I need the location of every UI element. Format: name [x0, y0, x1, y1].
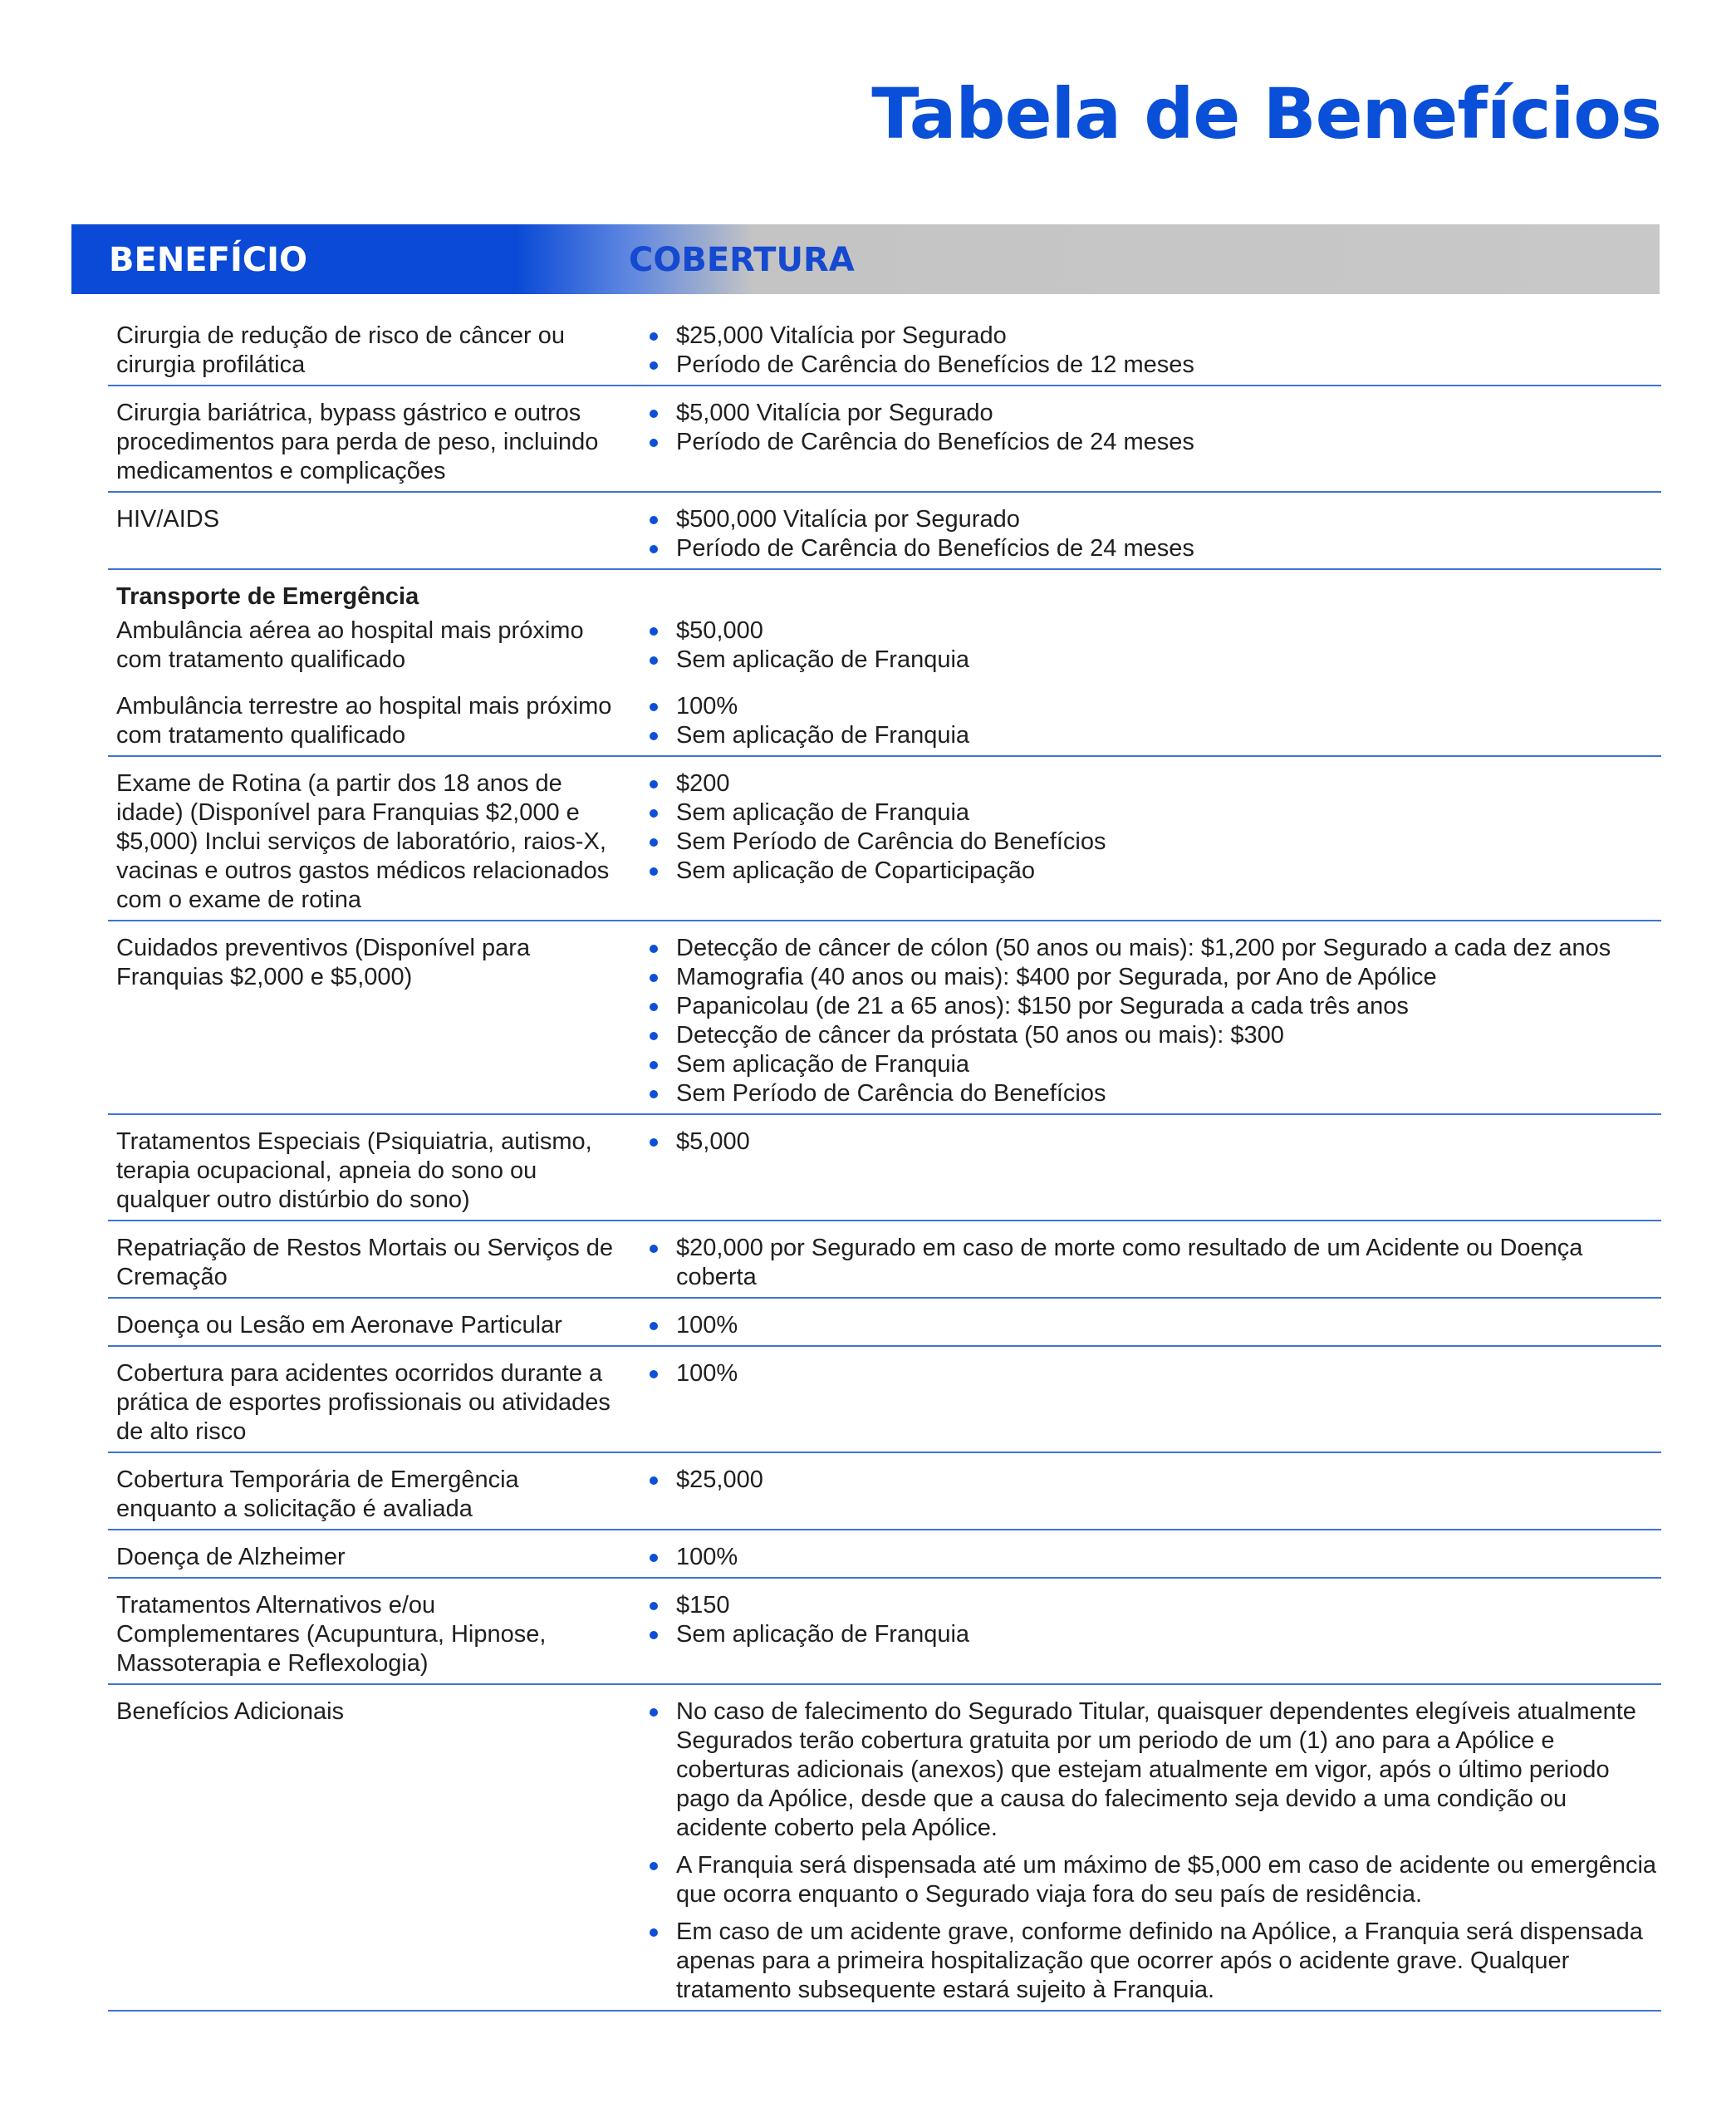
benefit-cell: Cobertura para acidentes ocorridos durante a prática de esportes profissionais ou atividades de alto risco [116, 1360, 611, 1445]
table-row [108, 612, 1661, 680]
coverage-item: $200 [640, 769, 1661, 798]
coverage-list [640, 1543, 1661, 1572]
coverage-item: $25,000 [640, 1466, 1661, 1495]
coverage-item: 100% [640, 692, 1661, 721]
benefit-cell: HIV/AIDS [116, 506, 220, 533]
benefit-cell: Cuidados preventivos (Disponível para Franquias $2,000 e $5,000) [116, 935, 531, 990]
section-title: Transporte de Emergência [116, 583, 419, 610]
coverage-item: Sem Período de Carência do Benefícios [640, 1079, 1661, 1108]
coverage-list [640, 1466, 1661, 1495]
coverage-item: $500,000 Vitalícia por Segurado [640, 505, 1661, 534]
table-row [108, 1530, 1661, 1579]
coverage-item: Sem aplicação de Franquia [640, 1050, 1661, 1079]
coverage-cell [640, 692, 1661, 750]
coverage-item: Sem aplicação de Franquia [640, 798, 1661, 828]
coverage-list [640, 322, 1661, 380]
benefit-column-header: BENEFÍCIO [109, 241, 308, 279]
table-row [108, 1685, 1661, 2012]
coverage-item: Período de Carência do Benefícios de 12 meses [640, 351, 1661, 380]
coverage-item: $150 [640, 1591, 1661, 1620]
coverage-cell [640, 616, 1661, 675]
coverage-cell [640, 1697, 1661, 2005]
coverage-item: Período de Carência do Benefícios de 24 meses [640, 428, 1661, 457]
benefit-cell: Tratamentos Especiais (Psiquiatria, autismo, terapia ocupacional, apneia do sono ou qualquer outro distúrbio do sono) [116, 1128, 592, 1213]
benefit-cell: Ambulância terrestre ao hospital mais próximo com tratamento qualificado [116, 693, 612, 749]
coverage-item: Sem aplicação de Coparticipação [640, 857, 1661, 886]
coverage-cell [640, 1311, 1661, 1340]
table-row [108, 1299, 1661, 1347]
coverage-item: $5,000 Vitalícia por Segurado [640, 399, 1661, 428]
coverage-item: 100% [640, 1311, 1661, 1340]
coverage-cell [640, 1591, 1661, 1678]
coverage-item: Período de Carência do Benefícios de 24 meses [640, 534, 1661, 563]
coverage-cell [640, 1466, 1661, 1524]
coverage-cell [640, 399, 1661, 486]
coverage-list [640, 934, 1661, 1108]
table-row [108, 1115, 1661, 1221]
coverage-item: Sem aplicação de Franquia [640, 1620, 1661, 1649]
coverage-item: $25,000 Vitalícia por Segurado [640, 322, 1661, 351]
coverage-list [640, 505, 1661, 563]
benefit-cell: Cirurgia bariátrica, bypass gástrico e outros procedimentos para perda de peso, incluindo medicamentos e complicações [116, 400, 599, 484]
coverage-cell [640, 1234, 1661, 1292]
table-row [108, 1579, 1661, 1685]
benefits-table [108, 309, 1661, 2012]
benefit-cell: Ambulância aérea ao hospital mais próximo com tratamento qualificado [116, 617, 584, 673]
coverage-list [640, 1234, 1661, 1292]
coverage-cell [640, 505, 1661, 563]
coverage-item: Detecção de câncer da próstata (50 anos ou mais): $300 [640, 1021, 1661, 1050]
coverage-item: $50,000 [640, 616, 1661, 646]
benefit-cell: Cirurgia de redução de risco de câncer ou cirurgia profilática [116, 322, 566, 378]
coverage-list [640, 1359, 1661, 1388]
table-row [108, 1347, 1661, 1453]
coverage-list [640, 616, 1661, 675]
benefit-cell: Repatriação de Restos Mortais ou Serviços de Cremação [116, 1235, 614, 1290]
coverage-cell [640, 769, 1661, 915]
table-header [71, 224, 1660, 294]
table-row [108, 1221, 1661, 1299]
benefit-cell: Doença ou Lesão em Aeronave Particular [116, 1312, 562, 1339]
coverage-list [640, 692, 1661, 750]
coverage-item: $5,000 [640, 1127, 1661, 1157]
coverage-item: 100% [640, 1543, 1661, 1572]
table-row [108, 1453, 1661, 1530]
coverage-item: Sem Período de Carência do Benefícios [640, 828, 1661, 857]
section-row [108, 570, 1661, 612]
page-title: Tabela de Benefícios [871, 73, 1661, 155]
coverage-column-header: COBERTURA [629, 241, 855, 279]
coverage-item: No caso de falecimento do Segurado Titular, quaisquer dependentes elegíveis atualmente Segurados terão cobertura gratuita por um periodo de um (1) ano para a Apólice e coberturas adicionais (anexos) que estejam atualmente em vigor, após o último periodo pago da Apólice, desde que a causa do falecimento seja devido a uma condição ou acidente coberto pela Apólice. [640, 1697, 1661, 1843]
coverage-item: Sem aplicação de Franquia [640, 646, 1661, 675]
coverage-list [640, 1127, 1661, 1157]
coverage-item: 100% [640, 1359, 1661, 1388]
coverage-list [640, 769, 1661, 886]
coverage-item: Sem aplicação de Franquia [640, 721, 1661, 750]
coverage-cell [640, 1359, 1661, 1447]
coverage-item: Mamografia (40 anos ou mais): $400 por Segurada, por Ano de Apólice [640, 963, 1661, 992]
coverage-list [640, 1311, 1661, 1340]
coverage-item: A Franquia será dispensada até um máximo de $5,000 em caso de acidente ou emergência que ocorra enquanto o Segurado viaja fora do seu país de residência. [640, 1851, 1661, 1909]
table-row [108, 757, 1661, 921]
benefit-cell: Tratamentos Alternativos e/ou Complementares (Acupuntura, Hipnose, Massoterapia e Reflexologia) [116, 1592, 547, 1677]
table-row [108, 493, 1661, 570]
coverage-item: Papanicolau (de 21 a 65 anos): $150 por Segurada a cada três anos [640, 992, 1661, 1021]
coverage-item: Detecção de câncer de cólon (50 anos ou mais): $1,200 por Segurado a cada dez anos [640, 934, 1661, 963]
table-row [108, 680, 1661, 757]
coverage-list [640, 1697, 1661, 2005]
benefit-cell: Benefícios Adicionais [116, 1698, 345, 1725]
table-row [108, 921, 1661, 1115]
table-row [108, 386, 1661, 493]
table-row [108, 309, 1661, 386]
coverage-cell [640, 1127, 1661, 1215]
benefit-cell: Cobertura Temporária de Emergência enquanto a solicitação é avaliada [116, 1466, 519, 1522]
coverage-item: Em caso de um acidente grave, conforme definido na Apólice, a Franquia será dispensada apenas para a primeira hospitalização que ocorrer após o acidente grave. Qualquer tratamento subsequente estará sujeito à Franquia. [640, 1918, 1661, 2005]
benefit-cell: Doença de Alzheimer [116, 1544, 346, 1570]
coverage-cell [640, 322, 1661, 380]
benefit-cell: Exame de Rotina (a partir dos 18 anos de idade) (Disponível para Franquias $2,000 e $5,000) Inclui serviços de laboratório, raios-X, vacinas e outros gastos médicos relacionados com o exame de rotina [116, 770, 610, 913]
coverage-cell [640, 934, 1661, 1108]
coverage-list [640, 399, 1661, 457]
coverage-cell [640, 1543, 1661, 1572]
coverage-list [640, 1591, 1661, 1649]
coverage-item: $20,000 por Segurado em caso de morte como resultado de um Acidente ou Doença coberta [640, 1234, 1661, 1292]
